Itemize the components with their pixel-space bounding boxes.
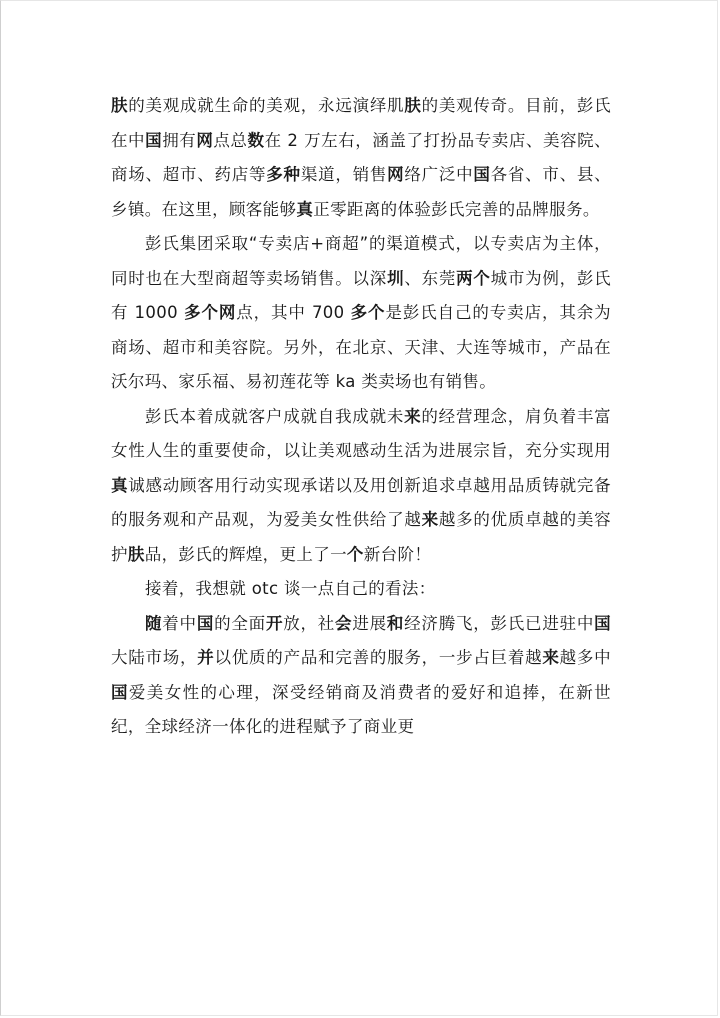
bold-text-run: 多个网 [184, 303, 237, 322]
text-run: 的美观传奇。目前，彭氏在中 [111, 96, 611, 150]
text-run: 大陆市场， [111, 648, 198, 667]
paragraph [111, 607, 611, 745]
text-run: 的经营理念，肩负着丰富女性人生的重要使命，以让美观感动生活为进展宗旨，充分实现用 [111, 406, 611, 460]
text-run: 正零距离的体验彭氏完善的品牌服务。 [313, 199, 600, 219]
text-run: 以优质的产品和完善的服务，一步占巨着越 [214, 648, 543, 667]
bold-text-run: 来 [542, 648, 560, 667]
bold-text-run: 网 [387, 165, 405, 184]
bold-text-run: 真 [296, 199, 314, 219]
bold-text-run: 数 [247, 130, 265, 150]
text-run: 进展 [352, 613, 387, 633]
text-run: 彭氏集团采取“专卖店+商超”的渠道模式，以专卖店为主体，同时也在大型商超等卖场销售。以深 [111, 234, 611, 288]
text-run: 的全面 [214, 613, 266, 633]
bold-text-run: 和 [386, 613, 405, 633]
bold-text-run: 国 [594, 613, 611, 633]
bold-text-run: 个 [346, 544, 364, 564]
bold-text-run: 会 [335, 613, 353, 633]
text-run: 络广泛中 [404, 165, 474, 184]
text-run: 的美观成就生命的美观，永远演绎肌 [128, 96, 405, 115]
bold-text-run: 网 [196, 130, 214, 150]
text-run: 放，社 [283, 613, 336, 633]
bold-text-run: 来 [404, 406, 422, 426]
bold-text-run: 肤 [404, 96, 422, 115]
text-run: 、东莞 [404, 268, 457, 288]
text-run: 经济腾飞，彭氏已进驻中 [404, 613, 595, 633]
text-run: 爱美女性的心理，深受经销商及消费者的爱好和追捧，在新世纪，全球经济一体化的进程赋予了商业更 [111, 682, 611, 736]
text-run: 着中 [162, 613, 197, 633]
bold-text-run: 并 [197, 648, 215, 667]
bold-text-run: 圳 [387, 268, 405, 288]
bold-text-run: 肤 [111, 96, 129, 115]
text-run: 新台阶！ [363, 544, 432, 564]
text-run: 彭氏本着成就客户成就自我成就未 [145, 406, 405, 426]
text-run: 点，其中 700 [236, 303, 351, 322]
text-run: 越多中 [559, 648, 611, 667]
text-run: 点总 [213, 130, 248, 150]
bold-text-run: 多个 [350, 303, 386, 322]
bold-text-run: 开 [265, 613, 284, 633]
text-run: 各省、市、县、乡镇。在这里，顾客能够 [111, 165, 612, 219]
text-run: 在 2 万左右，涵盖了打扮品专卖店、美容院、商场、超市、药店等 [111, 130, 611, 184]
bold-text-run: 肤 [127, 544, 145, 564]
bold-text-run: 国 [473, 165, 491, 184]
bold-text-run: 真 [111, 475, 129, 495]
bold-text-run: 国 [111, 682, 129, 702]
bold-text-run: 两个 [456, 268, 491, 288]
paragraph [111, 89, 611, 227]
document-body [111, 89, 611, 745]
text-run: 是彭氏自己的专卖店，其余为商场、超市和美容院。另外，在北京、天津、大连等城市，产品在沃尔玛、家乐福、易初莲花等 ka 类卖场也有销售。 [111, 303, 611, 391]
text-run: 诚感动顾客用行动实现承诺以及用创新追求卓越用品质铸就完备的服务观和产品观，为爱美女性供给了越 [111, 475, 611, 529]
text-run: 越多的优质卓越的美容护 [111, 510, 612, 564]
bold-text-run: 国 [196, 613, 215, 633]
text-run: 渠道，销售 [300, 165, 388, 184]
bold-text-run: 多种 [266, 165, 301, 184]
bold-text-run: 来 [421, 510, 439, 529]
paragraph [111, 227, 611, 400]
text-run: 城市为例，彭氏有 1000 [111, 268, 611, 322]
text-run: 接着，我想就 otc 谈一点自己的看法： [145, 579, 436, 598]
paragraph [111, 400, 611, 573]
text-run: 品，彭氏的辉煌，更上了一 [144, 544, 347, 564]
text-run: 拥有 [162, 130, 197, 150]
bold-text-run: 随 [145, 613, 163, 633]
bold-text-run: 国 [145, 130, 163, 150]
paragraph [111, 572, 611, 607]
